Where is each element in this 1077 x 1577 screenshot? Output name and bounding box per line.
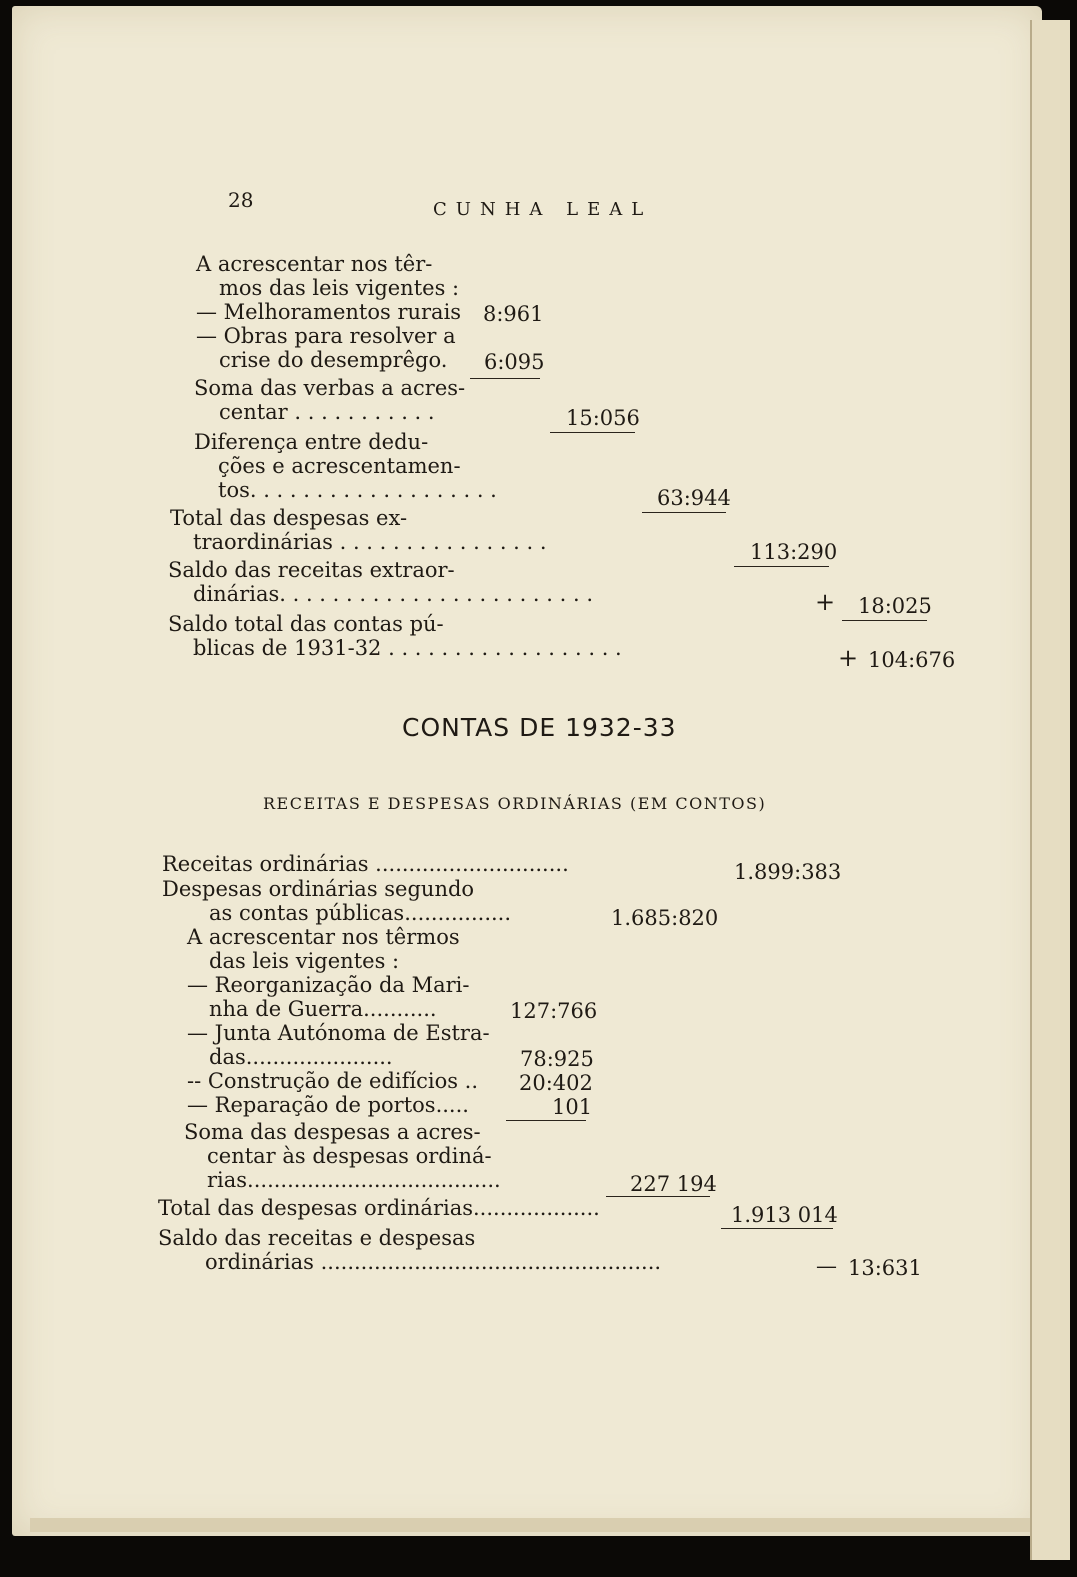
text-line: ções e acrescentamen- (218, 454, 461, 478)
sign-saldo-total: + (838, 644, 859, 672)
value-soma-verbas: 15:056 (566, 406, 640, 430)
text-line: crise do desemprêgo. (219, 348, 448, 372)
text-line: as contas públicas................ (209, 901, 512, 925)
value-obras: 6:095 (484, 350, 545, 374)
text-line: Saldo das receitas e despesas (158, 1226, 476, 1250)
text-line: — Melhoramentos rurais (196, 300, 462, 324)
sum-rule (470, 378, 540, 379)
text-line: Receitas ordinárias ............................. (162, 852, 569, 876)
text-line: A acrescentar nos têr- (196, 252, 433, 276)
text-line: — Reorganização da Mari- (187, 973, 470, 997)
text-line: Soma das despesas a acres- (184, 1120, 481, 1144)
page-number: 28 (228, 188, 254, 212)
text-line: traordinárias . . . . . . . . . . . . . . . . (193, 530, 547, 554)
text-line: Diferença entre dedu- (194, 430, 429, 454)
value-despesas-contas: 1.685:820 (611, 906, 719, 930)
value-junta: 78:925 (520, 1047, 594, 1071)
value-construcao: 20:402 (519, 1071, 593, 1095)
text-line: Total das despesas ordinárias................... (158, 1196, 600, 1220)
text-line: A acrescentar nos têrmos (187, 925, 460, 949)
book-page (12, 6, 1042, 1536)
text-line: nha de Guerra........... (209, 997, 437, 1021)
text-line: centar . . . . . . . . . . . (219, 400, 435, 424)
text-line: Saldo total das contas pú- (168, 612, 444, 636)
running-title: CUNHA LEAL (433, 199, 653, 220)
value-soma-acrescentar: 227 194 (630, 1172, 717, 1196)
text-line: -- Construção de edifícios .. (187, 1069, 479, 1093)
text-line: Soma das verbas a acres- (194, 376, 466, 400)
text-line: blicas de 1931-32 . . . . . . . . . . . . . . . . . . (193, 636, 622, 660)
value-total-ordinarias: 1.913 014 (731, 1203, 838, 1227)
value-diferenca: 63:944 (657, 486, 731, 510)
text-line: ordinárias ................................................... (205, 1250, 662, 1274)
sum-rule (550, 432, 635, 433)
text-line: — Junta Autónoma de Estra- (187, 1021, 490, 1045)
text-line: dinárias. . . . . . . . . . . . . . . . . . . . . . . . (193, 582, 593, 606)
value-saldo-total: 104:676 (868, 648, 956, 672)
sum-rule (506, 1120, 586, 1121)
text-line: Despesas ordinárias segundo (162, 877, 475, 901)
sum-rule (606, 1196, 710, 1197)
text-line: — Obras para resolver a (196, 324, 456, 348)
value-marinha: 127:766 (510, 999, 598, 1023)
sum-rule (734, 566, 829, 567)
text-line: das...................... (209, 1045, 393, 1069)
text-line: centar às despesas ordiná- (207, 1144, 492, 1168)
sign-saldo-extra: + (815, 588, 836, 616)
sum-rule (642, 512, 726, 513)
page-bottom-edge (30, 1518, 1030, 1532)
sign-saldo: — (816, 1254, 837, 1278)
value-reparacao: 101 (552, 1095, 593, 1119)
value-saldo: 13:631 (848, 1256, 922, 1280)
page-edge (1030, 20, 1070, 1560)
text-line: mos das leis vigentes : (219, 276, 460, 300)
text-line: rias...................................... (207, 1168, 501, 1192)
value-melhoramentos: 8:961 (483, 302, 544, 326)
section-title: CONTAS DE 1932-33 (402, 713, 677, 742)
text-line: — Reparação de portos..... (187, 1093, 469, 1117)
text-line: tos. . . . . . . . . . . . . . . . . . . (218, 478, 497, 502)
text-line: Total das despesas ex- (170, 506, 408, 530)
value-total-extra: 113:290 (750, 540, 838, 564)
sum-rule (842, 620, 927, 621)
value-receitas: 1.899:383 (734, 860, 842, 884)
sum-rule (721, 1228, 833, 1229)
section-subtitle: RECEITAS E DESPESAS ORDINÁRIAS (EM CONTOS) (263, 794, 767, 813)
value-saldo-extra: 18:025 (858, 594, 932, 618)
text-line: das leis vigentes : (209, 949, 400, 973)
text-line: Saldo das receitas extraor- (168, 558, 455, 582)
